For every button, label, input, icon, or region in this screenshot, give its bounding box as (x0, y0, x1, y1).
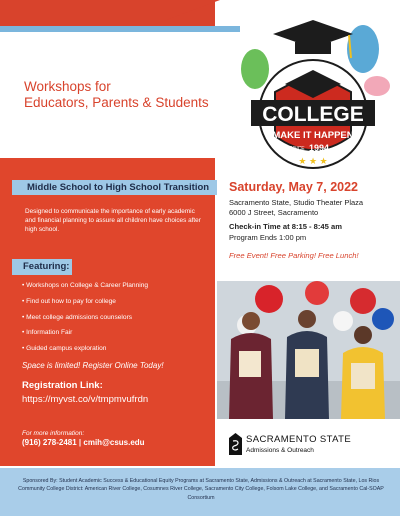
venue-line2: 6000 J Street, Sacramento (229, 208, 319, 217)
list-item: • Guided campus exploration (22, 345, 107, 353)
event-venue (229, 198, 363, 218)
mascot-left (241, 49, 269, 89)
stars-icon: ★ ★ ★ (298, 156, 328, 166)
college-make-it-happen-logo (225, 14, 395, 174)
program-description: Designed to communicate the importance of early academic and financial planning to assure all children have choices after high school. (25, 208, 201, 233)
features-list (22, 282, 148, 361)
list-item: • Information Fair (22, 329, 73, 337)
balloon-icon (350, 288, 376, 314)
program-end-time: Program Ends 1:00 pm (229, 233, 307, 242)
balloon-icon (333, 311, 353, 331)
free-perks: Free Event! Free Parking! Free Lunch! (229, 251, 359, 260)
info-label: For more information: (22, 430, 85, 437)
event-date: Saturday, May 7, 2022 (229, 180, 359, 194)
venue-line1: Sacramento State, Studio Theater Plaza (229, 198, 364, 207)
students-photo (217, 281, 400, 419)
list-item: • Meet college admissions counselors (22, 313, 133, 321)
balloon-icon (305, 281, 329, 305)
space-limited-note: Space is limited! Register Online Today! (22, 361, 164, 370)
registration-link[interactable]: https://myvst.co/v/tmpmvufrdn (22, 394, 149, 405)
logo-since: SINCE (289, 146, 305, 152)
top-blue-stripe (0, 26, 240, 32)
logo-year: 1994 (308, 143, 330, 153)
balloon-icon (255, 285, 283, 313)
program-title: Middle School to High School Transition (27, 182, 210, 193)
sacramento-state-subtitle: Admissions & Outreach (246, 447, 314, 454)
headline-line1: Workshops for (24, 79, 111, 94)
sponsor-text: Sponsored By: Student Academic Success & Educational Equity Programs at Sacramento State, Admissions & Outreach at Sacramento State, Los Rios Community College District: American River College, Cosumnes River College, Sacramento City College, Folsom Lake College, and Sacramento Cal-SOAP Consortium (18, 478, 384, 501)
mascot-right (347, 25, 379, 73)
balloon-icon (372, 308, 394, 330)
logo-tagline: MAKE IT HAPPEN (272, 130, 354, 141)
logo-word: COLLEGE (262, 103, 364, 126)
headline-line2: Educators, Parents & Students (24, 95, 209, 110)
top-red-slant (150, 0, 220, 26)
headline (24, 79, 209, 111)
contact-info[interactable]: (916) 278-2481 | cmih@csus.edu (22, 438, 145, 447)
featuring-label: Featuring: (23, 261, 70, 272)
list-item: • Workshops on College & Career Planning (22, 282, 149, 289)
list-item: • Find out how to pay for college (22, 297, 116, 305)
registration-label: Registration Link: (22, 380, 103, 391)
sacramento-state-title: SACRAMENTO STATE (246, 434, 352, 445)
checkin-time: Check-in Time at 8:15 - 8:45 am (229, 222, 342, 231)
sacramento-state-logo-icon (229, 433, 242, 455)
piggy-bank (364, 76, 390, 96)
